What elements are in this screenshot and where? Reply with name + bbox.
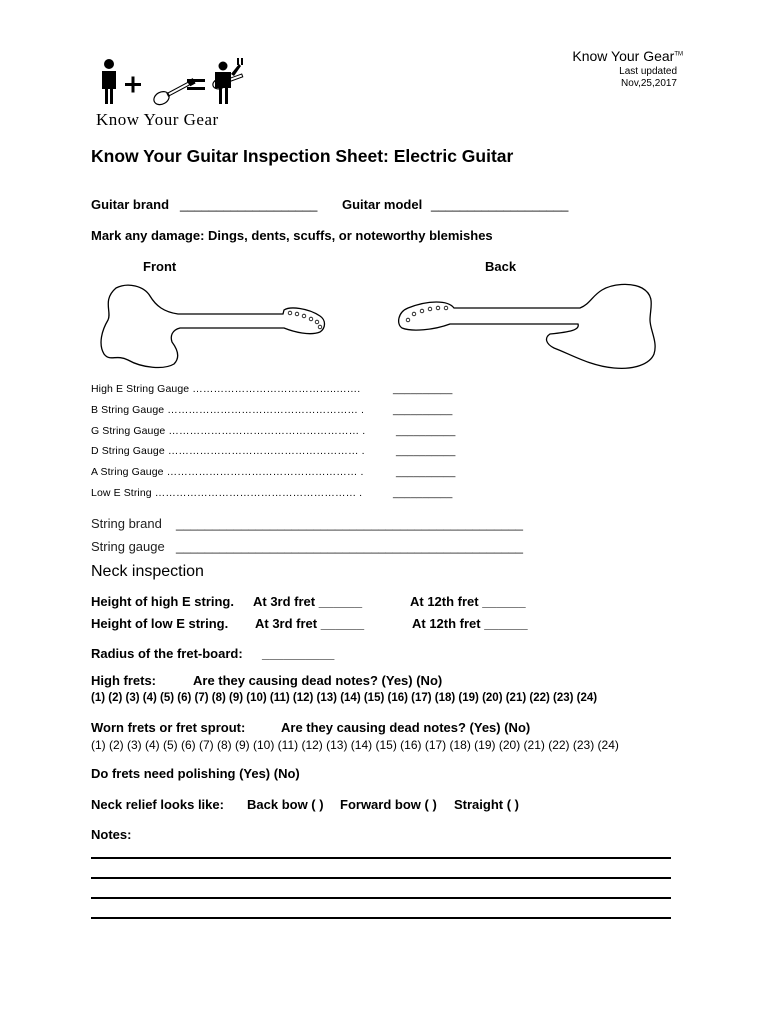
relief-label: Neck relief looks like: bbox=[91, 797, 224, 812]
brand-name: Know Your Gear™ bbox=[572, 48, 683, 64]
string-gauge-label: D String Gauge bbox=[91, 445, 165, 457]
guitar-model-field[interactable]: ___________________ bbox=[431, 197, 569, 212]
neck-inspection-heading: Neck inspection bbox=[91, 563, 204, 580]
damage-label: Mark any damage: Dings, dents, scuffs, or noteworthy blemishes bbox=[91, 228, 493, 243]
string-gauge-field[interactable]: __________ bbox=[393, 383, 453, 395]
notes-line[interactable] bbox=[91, 857, 671, 859]
height-low-3rd-field[interactable]: At 3rd fret ______ bbox=[255, 616, 365, 631]
height-high-12th-field[interactable]: At 12th fret ______ bbox=[410, 594, 526, 609]
string-gauge-row bbox=[91, 487, 362, 499]
logo-text: Know Your Gear bbox=[96, 110, 219, 129]
string-gauge-field[interactable]: __________ bbox=[393, 487, 453, 499]
worn-frets-numbers[interactable]: (1) (2) (3) (4) (5) (6) (7) (8) (9) (10) (11) (12) (13) (14) (15) (16) (17) (18) (19) (20) (21) (22) (23) (24) bbox=[91, 738, 619, 752]
guitar-front-outline-icon[interactable] bbox=[98, 280, 330, 372]
back-label: Back bbox=[485, 259, 517, 274]
string-gauge-field[interactable]: __________ bbox=[396, 466, 456, 478]
string-gauge-row bbox=[91, 404, 364, 416]
string-gauge-label: String gauge bbox=[91, 539, 165, 554]
worn-frets-label: Worn frets or fret sprout: bbox=[91, 720, 246, 735]
string-gauge-field[interactable]: ________________________________________________ bbox=[176, 539, 524, 554]
leader-dots: ………………………………………………… . bbox=[154, 487, 363, 499]
string-brand-field[interactable]: ________________________________________________ bbox=[176, 516, 524, 531]
string-gauge-label: B String Gauge bbox=[91, 404, 165, 416]
string-brand-label: String brand bbox=[91, 516, 162, 531]
guitar-brand-field[interactable]: ___________________ bbox=[180, 197, 318, 212]
string-gauge-row bbox=[91, 445, 365, 457]
worn-frets-question[interactable]: Are they causing dead notes? (Yes) (No) bbox=[281, 720, 531, 735]
height-low-label: Height of low E string. bbox=[91, 616, 229, 631]
relief-back-bow-option[interactable]: Back bow ( ) bbox=[247, 797, 324, 812]
high-frets-numbers[interactable]: (1) (2) (3) (4) (5) (6) (7) (8) (9) (10) (11) (12) (13) (14) (15) (16) (17) (18) (19) (20) (21) (22) (23) (24) bbox=[91, 692, 598, 704]
string-gauge-label: Low E String bbox=[91, 487, 152, 499]
notes-label: Notes: bbox=[91, 827, 132, 842]
string-gauge-row bbox=[91, 466, 364, 478]
guitar-brand-label: Guitar brand bbox=[91, 197, 170, 212]
string-gauge-field[interactable]: __________ bbox=[393, 404, 453, 416]
height-low-12th-field[interactable]: At 12th fret ______ bbox=[412, 616, 528, 631]
last-updated-label: Last updated bbox=[619, 66, 677, 77]
front-label: Front bbox=[143, 259, 177, 274]
notes-line[interactable] bbox=[91, 897, 671, 899]
relief-forward-bow-option[interactable]: Forward bow ( ) bbox=[340, 797, 437, 812]
notes-line[interactable] bbox=[91, 877, 671, 879]
string-gauge-field[interactable]: __________ bbox=[396, 445, 456, 457]
leader-dots: ……………………………………………… . bbox=[166, 466, 364, 478]
page-title: Know Your Guitar Inspection Sheet: Electric Guitar bbox=[91, 146, 514, 166]
radius-field[interactable]: __________ bbox=[262, 646, 335, 661]
radius-label: Radius of the fret-board: bbox=[91, 646, 243, 661]
string-gauge-field[interactable]: __________ bbox=[396, 425, 456, 437]
height-high-3rd-field[interactable]: At 3rd fret ______ bbox=[253, 594, 363, 609]
string-gauge-label: High E String Gauge bbox=[91, 383, 190, 395]
height-high-label: Height of high E string. bbox=[91, 594, 234, 609]
high-frets-label: High frets: bbox=[91, 673, 156, 688]
string-gauge-row bbox=[91, 425, 365, 437]
guitar-model-label: Guitar model bbox=[342, 197, 423, 212]
guitar-back-outline-icon[interactable] bbox=[394, 280, 660, 372]
relief-straight-option[interactable]: Straight ( ) bbox=[454, 797, 519, 812]
string-gauge-row bbox=[91, 383, 360, 395]
notes-line[interactable] bbox=[91, 917, 671, 919]
string-gauge-label: G String Gauge bbox=[91, 425, 166, 437]
leader-dots: ……………………………………………… . bbox=[167, 445, 365, 457]
string-gauge-label: A String Gauge bbox=[91, 466, 164, 478]
leader-dots: ……………………………………………… . bbox=[168, 425, 366, 437]
leader-dots: …………………………………..……. bbox=[192, 383, 361, 395]
leader-dots: ……………………………………………… . bbox=[167, 404, 365, 416]
polish-question[interactable]: Do frets need polishing (Yes) (No) bbox=[91, 766, 300, 781]
high-frets-question[interactable]: Are they causing dead notes? (Yes) (No) bbox=[193, 673, 443, 688]
last-updated-date: Nov,25,2017 bbox=[621, 78, 677, 89]
